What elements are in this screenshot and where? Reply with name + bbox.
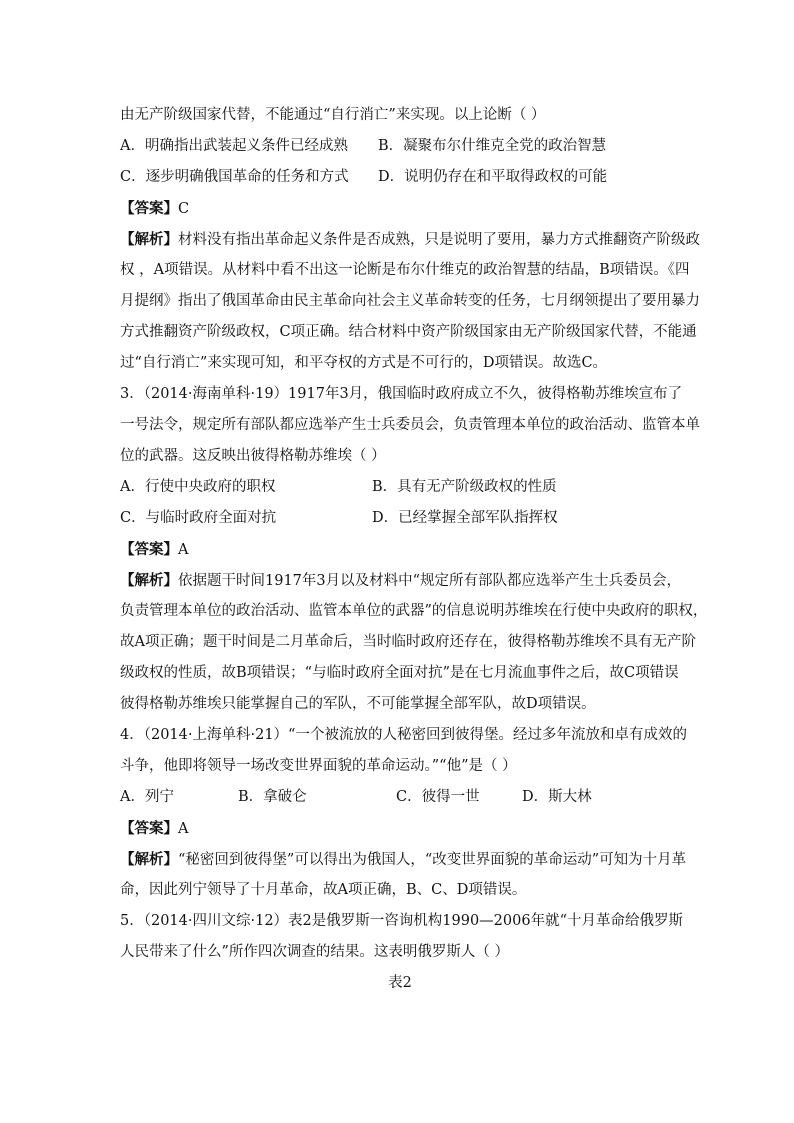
answer-tag: 【答案】 [120,541,178,558]
q2-option-b: B．凝聚布尔什维克全党的政治智慧 [378,138,607,154]
analysis-text: 材料没有指出革命起义条件是否成熟，只是说明了要用，暴力方式推翻资产阶级政 [178,232,700,248]
q2-options-row-1 [120,131,680,162]
q4-option-c: C．彼得一世 [396,789,480,805]
q5-stem-line-1: 5．（2014·四川文综·12）表2是俄罗斯一咨询机构1990—2006年就“十月革命给俄罗斯 [120,913,683,929]
q2-option-c: C．逐步明确俄国革命的任务和方式 [120,169,349,185]
q2-option-a: A．明确指出武装起义条件已经成熟 [120,138,348,154]
q4-answer [120,813,680,844]
table-caption: 表2 [388,975,412,991]
document-page [120,100,708,999]
q4-analysis-line-1 [120,844,687,875]
q4-option-d: D．斯大林 [522,789,592,805]
q4-options-row [120,782,680,813]
q2-options-row-2 [120,162,680,193]
answer-value: A [178,542,189,558]
q5-stem-line-2: 人民带来了什么”所作四次调查的结果。这表明俄罗斯人（ ） [120,944,510,960]
analysis-text: “秘密回到彼得堡”可以得出为俄国人，“改变世界面貌的革命运动”可知为十月革 [178,852,687,868]
q2-analysis-line-3: 月提纲》指出了俄国革命由民主革命向社会主义革命转变的任务，七月纲领提出了要用暴力 [120,293,700,309]
q3-options-row-1 [120,472,680,503]
analysis-tag: 【解析】 [120,851,178,868]
q2-analysis-line-5: 过“自行消亡”来实现可知，和平夺权的方式是不可行的，D项错误。故选C。 [120,355,608,371]
q2-answer [120,193,680,224]
q3-stem-line-2: 一号法令，规定所有部队都应选举产生士兵委员会，负责管理本单位的政治活动、监管本单 [120,417,700,433]
q3-answer [120,534,680,565]
q4-option-a: A．列宁 [120,789,174,805]
q3-analysis-line-2: 负责管理本单位的政治活动、监管本单位的武器”的信息说明苏维埃在行使中央政府的职权， [120,603,708,619]
q4-option-b: B．拿破仑 [238,789,307,805]
q3-option-b: B．具有无产阶级政权的性质 [372,479,557,495]
q3-analysis-line-4: 级政权的性质，故B项错误；“与临时政府全面对抗”是在七月流血事件之后，故C项错误 [120,665,679,681]
analysis-tag: 【解析】 [120,231,178,248]
q2-analysis-line-4: 方式推翻资产阶级政权，C项正确。结合材料中资产阶级国家由无产阶级国家代替，不能通 [120,324,697,340]
q3-stem-line-1: 3．（2014·海南单科·19）1917年3月，俄国临时政府成立不久，彼得格勒苏维埃宣布了 [120,386,683,402]
q3-analysis-line-1 [120,565,680,596]
analysis-tag: 【解析】 [120,572,178,589]
q2-analysis-line-1 [120,224,700,255]
analysis-text: 依据题干时间1917年3月以及材料中“规定所有部队都应选举产生士兵委员会， [178,573,682,589]
q2-option-d: D．说明仍存在和平取得政权的可能 [378,169,608,185]
q3-option-a: A．行使中央政府的职权 [120,479,276,495]
q3-analysis-line-3: 故A项正确；题干时间是二月革命后，当时临时政府还存在，彼得格勒苏维埃不具有无产阶 [120,634,696,650]
q2-analysis-line-2: 权 ，A项错误。从材料中看不出这一论断是布尔什维克的政治智慧的结晶，B项错误。《四 [120,262,690,278]
q3-options-row-2 [120,503,680,534]
q4-analysis-line-2: 命，因此列宁领导了十月革命，故A项正确，B、C、D项错误。 [120,882,527,898]
q3-analysis-line-5: 彼得格勒苏维埃只能掌握自己的军队，不可能掌握全部军队，故D项错误。 [120,696,596,712]
q2-stem-tail: 由无产阶级国家代替，不能通过“自行消亡”来实现。以上论断（ ） [120,107,546,123]
q3-stem-line-3: 位的武器。这反映出彼得格勒苏维埃（ ） [120,448,386,464]
answer-value: C [178,201,190,217]
q4-stem-line-1: 4．（2014·上海单科·21）“一个被流放的人秘密回到彼得堡。经过多年流放和卓有成效的 [120,727,687,743]
answer-tag: 【答案】 [120,820,178,837]
q3-option-d: D．已经掌握全部军队指挥权 [372,510,558,526]
q3-option-c: C．与临时政府全面对抗 [120,510,277,526]
answer-tag: 【答案】 [120,200,178,217]
answer-value: A [178,821,189,837]
q4-stem-line-2: 斗争，他即将领导一场改变世界面貌的革命运动。”“他”是（ ） [120,758,517,774]
